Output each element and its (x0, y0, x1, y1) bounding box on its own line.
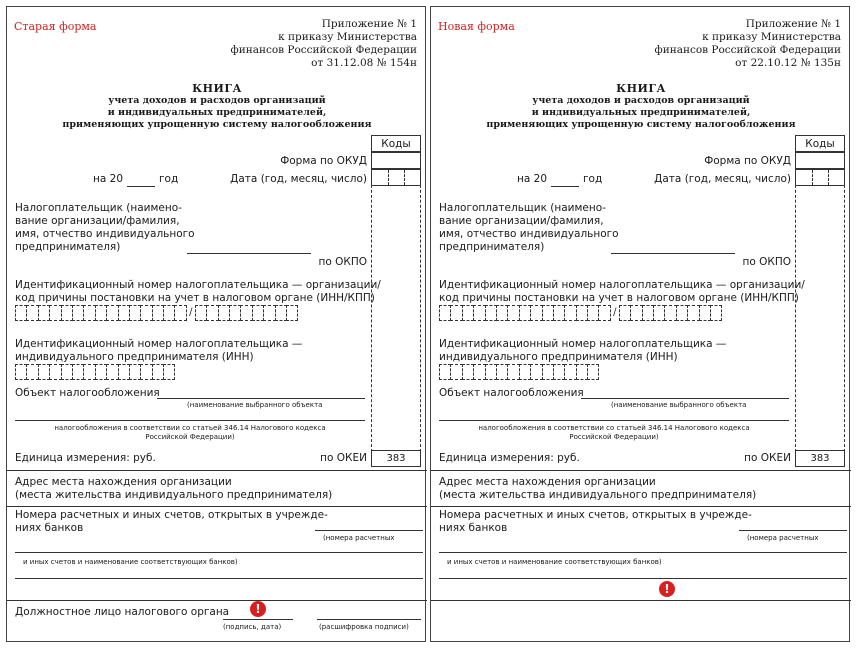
accounts-label-line: Номера расчетных и иных счетов, открытых в учрежде- (15, 509, 328, 521)
address-field[interactable] (7, 506, 427, 507)
inn-kpp-label-line: код причины постановки на учет в налоговом органе (ИНН/КПП) (439, 292, 799, 304)
annex-block (230, 18, 417, 70)
year-prefix: на 20 (93, 173, 123, 185)
accounts-label (439, 509, 752, 535)
okud-label: Форма по ОКУД (704, 155, 791, 167)
year-field[interactable] (127, 186, 155, 187)
year-suffix: год (159, 173, 179, 185)
codes-header: Коды (795, 135, 845, 152)
tax-object-note: (наименование выбранного объекта (611, 401, 747, 409)
accounts-note: (номера расчетных (747, 534, 819, 542)
inn-ip-label-line: Идентификационный номер налогоплательщика — (15, 338, 303, 350)
taxpayer-label-line: Налогоплательщик (наимено- (439, 202, 606, 214)
accounts-label-line: ниях банков (15, 522, 84, 534)
form-panel (430, 6, 850, 642)
taxpayer-label (15, 202, 195, 254)
book-title: КНИГА (616, 82, 666, 95)
annex-line: Приложение № 1 (321, 18, 417, 30)
inn-ip-label-line: индивидуального предпринимателя (ИНН) (15, 351, 254, 363)
inn-kpp-field[interactable] (15, 305, 297, 321)
okei-code-cell: 383 (371, 450, 421, 467)
inn-ip-label-line: Идентификационный номер налогоплательщика — (439, 338, 727, 350)
book-subtitle-line: и индивидуальных предпринимателей, (531, 107, 751, 118)
inn-kpp-label-line: Идентификационный номер налогоплательщика — организации/ (15, 279, 381, 291)
okpo-label: по ОКПО (318, 256, 367, 268)
book-subtitle-line: учета доходов и расходов организаций (108, 95, 326, 106)
signature-note: (подпись, дата) (223, 623, 282, 631)
kpp-cell[interactable] (286, 305, 298, 321)
okud-code-cell[interactable] (371, 152, 421, 169)
form-version-tag: Старая форма (14, 20, 97, 33)
warning-icon: ! (659, 581, 675, 597)
annex-line: от 31.12.08 № 154н (311, 57, 417, 69)
address-field[interactable] (431, 506, 851, 507)
inn-kpp-separator: / (613, 307, 617, 318)
tax-object-field[interactable] (581, 398, 789, 399)
annex-line: к приказу Министерства (702, 31, 841, 43)
divider (7, 600, 427, 601)
book-subtitle-line: применяющих упрощенную систему налогообложения (62, 119, 372, 130)
date-code-cell[interactable] (371, 169, 421, 186)
inn-ip-cell[interactable] (163, 364, 175, 380)
accounts-field[interactable] (315, 530, 423, 531)
annex-line: от 22.10.12 № 135н (735, 57, 841, 69)
inn-kpp-separator: / (189, 307, 193, 318)
okei-label: по ОКЕИ (320, 452, 367, 464)
decode-note: (расшифровка подписи) (319, 623, 409, 631)
inn-ip-cell[interactable] (587, 364, 599, 380)
tax-object-note-line: налогообложения в соответствии со статьей 346.14 Налогового кодекса (478, 424, 750, 432)
okei-label: по ОКЕИ (744, 452, 791, 464)
accounts-label-line: ниях банков (439, 522, 508, 534)
tax-object-note-line: налогообложения в соответствии со статьей 346.14 Налогового кодекса (54, 424, 326, 432)
inn-ip-label (439, 338, 726, 364)
taxpayer-label-line: имя, отчество индивидуального (15, 228, 195, 240)
taxpayer-name-field[interactable] (611, 253, 735, 254)
accounts-field-3[interactable] (15, 578, 423, 579)
annex-line: финансов Российской Федерации (230, 44, 417, 56)
inn-ip-label (15, 338, 302, 364)
official-label: Должностное лицо налогового органа (15, 606, 230, 618)
book-title-block (431, 83, 851, 131)
address-label-line: Адрес места нахождения организации (15, 476, 232, 488)
taxpayer-label-line: имя, отчество индивидуального (439, 228, 619, 240)
date-code-cell[interactable] (795, 169, 845, 186)
accounts-note: (номера расчетных (323, 534, 395, 542)
form-panel (6, 6, 426, 642)
kpp-cell[interactable] (710, 305, 722, 321)
annex-line: финансов Российской Федерации (654, 44, 841, 56)
book-subtitle-line: учета доходов и расходов организаций (532, 95, 750, 106)
taxpayer-name-field[interactable] (187, 253, 311, 254)
tax-object-note-2 (15, 424, 365, 442)
accounts-label (15, 509, 328, 535)
book-title: КНИГА (192, 82, 242, 95)
tax-object-field-2[interactable] (15, 420, 365, 421)
unit-label: Единица измерения: руб. (15, 452, 156, 464)
tax-object-note-line: Российской Федерации) (569, 433, 659, 441)
signature-field[interactable] (223, 619, 293, 620)
taxpayer-label-line: предпринимателя) (439, 241, 545, 253)
inn-kpp-field[interactable] (439, 305, 721, 321)
okud-code-cell[interactable] (795, 152, 845, 169)
annex-line: Приложение № 1 (745, 18, 841, 30)
inn-kpp-label-line: Идентификационный номер налогоплательщика — организации/ (439, 279, 805, 291)
okud-label: Форма по ОКУД (280, 155, 367, 167)
taxpayer-label (439, 202, 619, 254)
tax-object-note: (наименование выбранного объекта (187, 401, 323, 409)
inn-kpp-label (439, 279, 805, 305)
annex-line: к приказу Министерства (278, 31, 417, 43)
book-subtitle-line: и индивидуальных предпринимателей, (107, 107, 327, 118)
address-label-line: (места жительства индивидуального предпринимателя) (439, 489, 757, 501)
tax-object-field[interactable] (157, 398, 365, 399)
tax-object-note-2 (439, 424, 789, 442)
tax-object-note-line: Российской Федерации) (145, 433, 235, 441)
address-label (15, 476, 332, 502)
address-label (439, 476, 756, 502)
annex-block (654, 18, 841, 70)
inn-kpp-label-line: код причины постановки на учет в налоговом органе (ИНН/КПП) (15, 292, 375, 304)
address-label-line: (места жительства индивидуального предпринимателя) (15, 489, 333, 501)
accounts-field-2[interactable] (439, 552, 847, 553)
tax-object-label: Объект налогообложения (439, 387, 584, 399)
divider (431, 600, 851, 601)
year-suffix: год (583, 173, 603, 185)
divider (431, 470, 851, 471)
date-label: Дата (год, месяц, число) (230, 173, 367, 185)
form-version-tag: Новая форма (438, 20, 515, 33)
unit-label: Единица измерения: руб. (439, 452, 580, 464)
date-label: Дата (год, месяц, число) (654, 173, 791, 185)
address-label-line: Адрес места нахождения организации (439, 476, 656, 488)
accounts-field[interactable] (739, 530, 847, 531)
okpo-label: по ОКПО (742, 256, 791, 268)
accounts-note-2: и иных счетов и наименование соответствующих банков) (23, 558, 238, 566)
taxpayer-label-line: Налогоплательщик (наимено- (15, 202, 182, 214)
accounts-field-3[interactable] (439, 578, 847, 579)
signature-decode-field[interactable] (317, 619, 421, 620)
inn-ip-field[interactable] (439, 364, 598, 380)
year-field[interactable] (551, 186, 579, 187)
taxpayer-label-line: предпринимателя) (15, 241, 121, 253)
codes-header: Коды (371, 135, 421, 152)
accounts-field-2[interactable] (15, 552, 423, 553)
tax-object-field-2[interactable] (439, 420, 789, 421)
year-prefix: на 20 (517, 173, 547, 185)
inn-ip-field[interactable] (15, 364, 174, 380)
inn-ip-label-line: индивидуального предпринимателя (ИНН) (439, 351, 678, 363)
book-title-block (7, 83, 427, 131)
inn-kpp-label (15, 279, 381, 305)
book-subtitle-line: применяющих упрощенную систему налогообложения (486, 119, 796, 130)
tax-object-label: Объект налогообложения (15, 387, 160, 399)
warning-icon: ! (250, 601, 266, 617)
taxpayer-label-line: вание организации/фамилия, (439, 215, 604, 227)
okei-code-cell: 383 (795, 450, 845, 467)
accounts-note-2: и иных счетов и наименование соответствующих банков) (447, 558, 662, 566)
divider (7, 470, 427, 471)
accounts-label-line: Номера расчетных и иных счетов, открытых в учрежде- (439, 509, 752, 521)
taxpayer-label-line: вание организации/фамилия, (15, 215, 180, 227)
